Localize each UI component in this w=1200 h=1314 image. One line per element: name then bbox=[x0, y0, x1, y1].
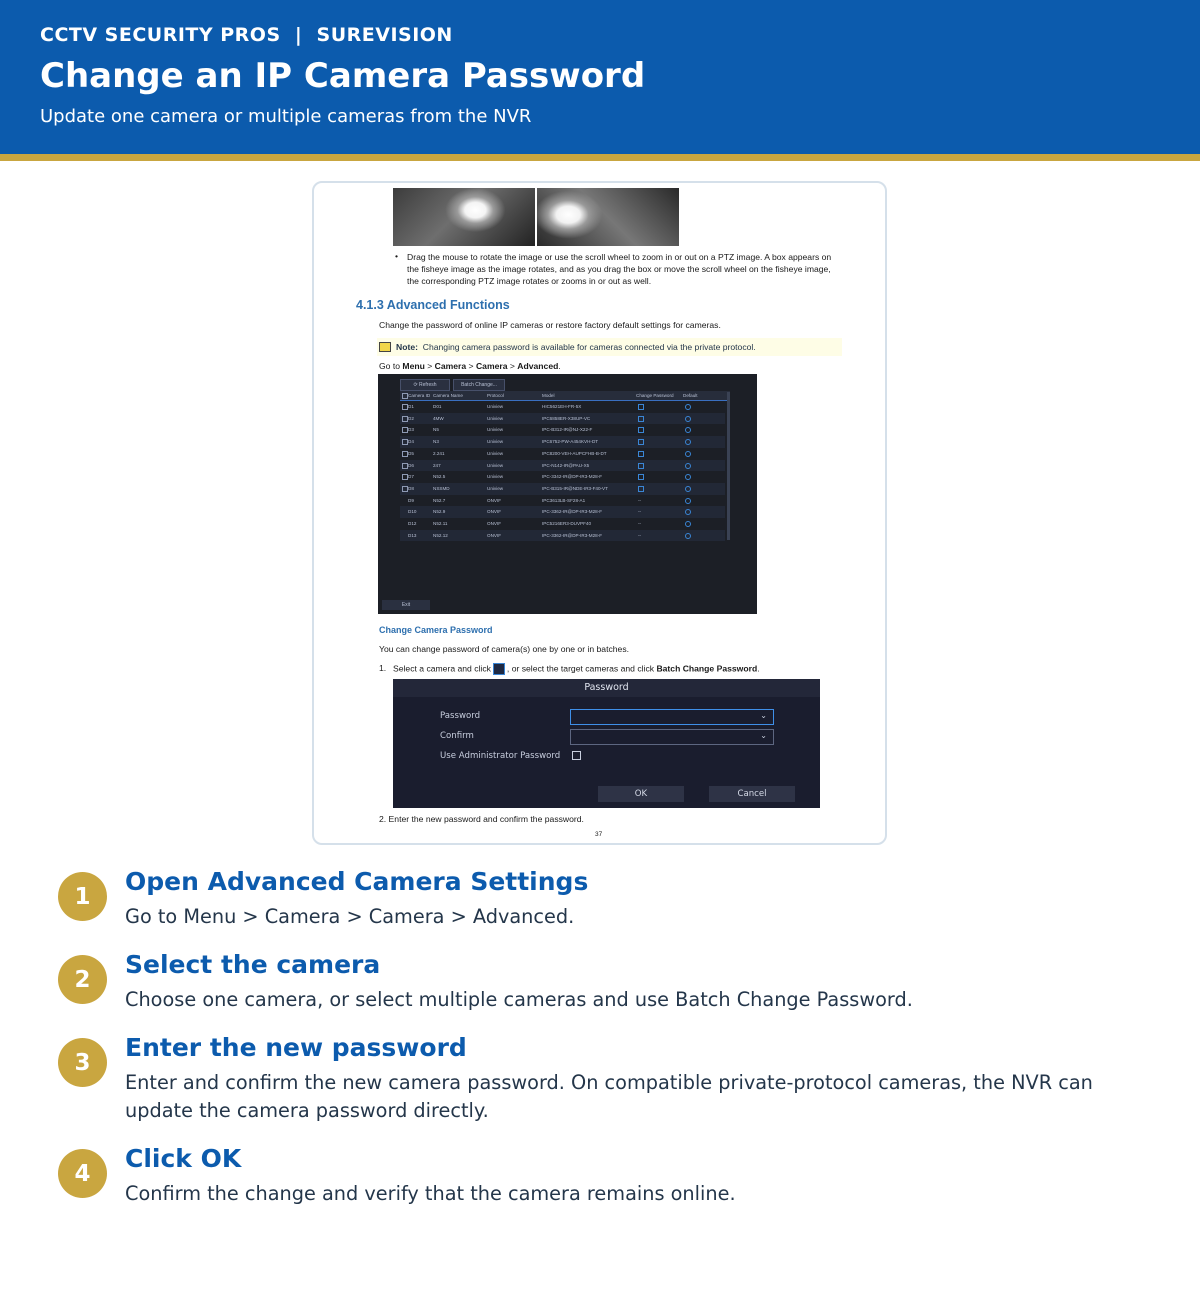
doc-step-1-text: Select a camera and click , or select the target cameras and click Batch Change Password. bbox=[393, 663, 760, 674]
edit-password-icon[interactable] bbox=[638, 416, 644, 422]
change-password-cell: -- bbox=[638, 521, 642, 526]
camera-id-cell: D4 bbox=[408, 439, 414, 445]
model-cell: IPC5216ER3-DUVPF40 bbox=[542, 521, 592, 526]
bullet-icon: • bbox=[395, 251, 399, 261]
step-3-number: 3 bbox=[58, 1038, 107, 1087]
step-3-title: Enter the new password bbox=[125, 1033, 467, 1062]
step-4-description: Confirm the change and verify that the camera remains online. bbox=[125, 1182, 736, 1205]
edit-password-icon bbox=[493, 663, 505, 675]
step-2-description: Choose one camera, or select multiple cameras and use Batch Change Password. bbox=[125, 988, 913, 1011]
protocol-cell: ONVIF bbox=[487, 509, 502, 515]
camera-name-cell: D01 bbox=[433, 404, 442, 409]
protocol-cell: Uniview bbox=[487, 485, 504, 491]
cancel-button[interactable]: Cancel bbox=[709, 786, 795, 802]
restore-default-icon[interactable] bbox=[685, 416, 691, 422]
header-accent-bar bbox=[0, 154, 1200, 161]
exit-button[interactable]: Exit bbox=[382, 600, 430, 610]
table-row[interactable] bbox=[400, 506, 725, 518]
restore-default-icon[interactable] bbox=[685, 463, 691, 469]
refresh-button[interactable]: ⟳ Refresh bbox=[400, 379, 450, 391]
step-1-description: Go to Menu > Camera > Camera > Advanced. bbox=[125, 905, 575, 928]
camera-id-cell: D13 bbox=[408, 532, 417, 538]
camera-id-cell: D5 bbox=[408, 450, 414, 456]
protocol-cell: Uniview bbox=[487, 427, 504, 433]
camera-id-cell: D3 bbox=[408, 427, 414, 433]
step-1-title: Open Advanced Camera Settings bbox=[125, 867, 589, 896]
change-password-cell: -- bbox=[638, 532, 642, 538]
edit-password-icon[interactable] bbox=[638, 404, 644, 410]
password-field[interactable] bbox=[570, 709, 774, 725]
step-2-title: Select the camera bbox=[125, 950, 381, 979]
protocol-cell: Uniview bbox=[487, 404, 504, 409]
password-label: Password bbox=[440, 711, 481, 721]
advanced-camera-table-screenshot bbox=[378, 374, 757, 614]
table-row[interactable] bbox=[400, 495, 725, 507]
chevron-down-icon: ⌄ bbox=[760, 711, 767, 720]
edit-password-icon[interactable] bbox=[638, 439, 644, 445]
ptz-view bbox=[537, 188, 679, 246]
note-box bbox=[377, 338, 842, 356]
password-dialog bbox=[393, 679, 820, 808]
camera-name-cell: 4MW bbox=[433, 415, 444, 421]
restore-default-icon[interactable] bbox=[685, 451, 691, 457]
restore-default-icon[interactable] bbox=[685, 474, 691, 480]
table-row[interactable] bbox=[400, 483, 725, 495]
camera-id-cell: D1 bbox=[408, 404, 414, 409]
table-row[interactable] bbox=[400, 448, 725, 460]
model-cell: IPC6858ER-X38UP-VC bbox=[542, 415, 591, 421]
confirm-field[interactable] bbox=[570, 729, 774, 745]
model-cell: IPC-N142-IR@PAU-X5 bbox=[542, 462, 590, 468]
table-row[interactable] bbox=[400, 436, 725, 448]
model-cell: IPC-B312-IR@NJ-X22-F bbox=[542, 427, 593, 433]
ok-button[interactable]: OK bbox=[598, 786, 684, 802]
menu-path: Go to Menu > Camera > Camera > Advanced. bbox=[379, 361, 561, 371]
restore-default-icon[interactable] bbox=[685, 427, 691, 433]
step-2-number: 2 bbox=[58, 955, 107, 1004]
bullet-text: Drag the mouse to rotate the image or use the scroll wheel to zoom in or out on a PTZ image. A box appears on the fisheye image as the image rotates, and as you drag the box or move the scroll wheel on the fisheye image, the corresponding PTZ image rotates or zooms in or out as well. bbox=[407, 252, 832, 287]
section-heading: 4.1.3 Advanced Functions bbox=[356, 298, 510, 312]
camera-name-cell: 247 bbox=[433, 462, 441, 468]
restore-default-icon[interactable] bbox=[685, 509, 691, 515]
section-intro: Change the password of online IP cameras or restore factory default settings for cameras. bbox=[379, 320, 721, 330]
camera-id-cell: D2 bbox=[408, 415, 414, 421]
page-subtitle: Update one camera or multiple cameras from the NVR bbox=[40, 106, 532, 127]
protocol-cell: ONVIF bbox=[487, 532, 502, 538]
model-cell: IPC-3362-IR@DP-IR3-M28-F bbox=[542, 509, 603, 515]
edit-password-icon[interactable] bbox=[638, 451, 644, 457]
batch-change-button[interactable]: Batch Change... bbox=[453, 379, 505, 391]
camera-id-cell: D7 bbox=[408, 474, 414, 480]
step-4-title: Click OK bbox=[125, 1144, 242, 1173]
page-title: Change an IP Camera Password bbox=[40, 56, 646, 96]
page-header bbox=[0, 0, 1200, 154]
camera-name-cell: NSSMD bbox=[433, 485, 450, 491]
restore-default-icon[interactable] bbox=[685, 486, 691, 492]
model-cell: IPC-3362-IR@DP-IR3-M28-F bbox=[542, 532, 603, 538]
model-cell: IPC6752-PW-A454KVH-DT bbox=[542, 439, 599, 445]
step-1-number: 1 bbox=[58, 872, 107, 921]
camera-name-cell: N52.9 bbox=[433, 509, 446, 515]
restore-default-icon[interactable] bbox=[685, 439, 691, 445]
camera-name-cell: N3 bbox=[433, 439, 439, 445]
model-cell: HIC5621EH-FR-5X bbox=[542, 404, 582, 409]
edit-password-icon[interactable] bbox=[638, 463, 644, 469]
camera-id-cell: D8 bbox=[408, 485, 414, 491]
chevron-down-icon: ⌄ bbox=[760, 731, 767, 740]
protocol-cell: Uniview bbox=[487, 462, 504, 468]
camera-name-cell: N5 bbox=[433, 427, 439, 433]
model-cell: IPC8200-VEH-AUPCFHB-B-DT bbox=[542, 450, 607, 456]
doc-step-1-number: 1. bbox=[379, 663, 387, 673]
restore-default-icon[interactable] bbox=[685, 498, 691, 504]
change-password-cell: -- bbox=[638, 509, 642, 515]
admin-password-checkbox[interactable] bbox=[572, 751, 581, 760]
camera-id-cell: D12 bbox=[408, 521, 417, 526]
page-number: 37 bbox=[595, 831, 603, 838]
note-label: Note: bbox=[396, 342, 418, 352]
table-row[interactable] bbox=[400, 471, 725, 483]
dialog-title: Password bbox=[393, 679, 820, 697]
model-cell: IPC-B315-IR@NDE-IR3-F40-VT bbox=[542, 485, 608, 491]
camera-name-cell: 2.241 bbox=[433, 450, 445, 456]
protocol-cell: Uniview bbox=[487, 474, 504, 480]
step-3-description: Enter and confirm the new camera password. On compatible private-protocol cameras, the NVR can update the camera password directly. bbox=[125, 1071, 1093, 1122]
table-header: Camera ID Camera Name Protocol Model Change Password Default bbox=[400, 391, 730, 401]
edit-password-icon[interactable] bbox=[638, 474, 644, 480]
table-row[interactable] bbox=[400, 413, 725, 425]
edit-password-icon[interactable] bbox=[638, 486, 644, 492]
table-row[interactable] bbox=[400, 518, 725, 530]
restore-default-icon[interactable] bbox=[685, 404, 691, 410]
camera-name-cell: N52.5 bbox=[433, 474, 446, 480]
camera-name-cell: N52.11 bbox=[433, 521, 448, 526]
model-cell: IPC-3342-IR@DP-IR3-M28-F bbox=[542, 474, 603, 480]
step-4-number: 4 bbox=[58, 1149, 107, 1198]
table-row[interactable] bbox=[400, 460, 725, 472]
camera-id-cell: D9 bbox=[408, 497, 414, 503]
protocol-cell: Uniview bbox=[487, 415, 504, 421]
change-password-intro: You can change password of camera(s) one by one or in batches. bbox=[379, 644, 630, 654]
fisheye-ptz-image bbox=[393, 188, 679, 246]
restore-default-icon[interactable] bbox=[685, 521, 691, 527]
restore-default-icon[interactable] bbox=[685, 533, 691, 539]
camera-name-cell: N52.7 bbox=[433, 497, 446, 503]
note-icon bbox=[379, 342, 391, 352]
fisheye-view bbox=[393, 188, 535, 246]
protocol-cell: ONVIF bbox=[487, 497, 502, 503]
protocol-cell: Uniview bbox=[487, 450, 504, 456]
edit-password-icon[interactable] bbox=[638, 427, 644, 433]
protocol-cell: ONVIF bbox=[487, 521, 502, 526]
model-cell: IPC3613LB-SF28-A1 bbox=[542, 497, 586, 503]
camera-id-cell: D10 bbox=[408, 509, 417, 515]
change-password-heading: Change Camera Password bbox=[379, 625, 493, 635]
camera-id-cell: D6 bbox=[408, 462, 414, 468]
doc-step-2-text: 2. Enter the new password and confirm the password. bbox=[379, 814, 584, 824]
table-scrollbar[interactable] bbox=[727, 392, 730, 540]
admin-password-label: Use Administrator Password bbox=[440, 751, 561, 761]
confirm-label: Confirm bbox=[440, 731, 474, 741]
table-row[interactable] bbox=[400, 530, 725, 542]
table-row[interactable] bbox=[400, 424, 725, 436]
note-text: Changing camera password is available for cameras connected via the private protocol. bbox=[422, 342, 756, 352]
table-row[interactable] bbox=[400, 401, 725, 413]
change-password-cell: -- bbox=[638, 497, 642, 503]
camera-name-cell: N52.12 bbox=[433, 532, 448, 538]
brand-line: CCTV SECURITY PROS | SUREVISION bbox=[40, 24, 453, 46]
camera-table bbox=[400, 391, 730, 541]
protocol-cell: Uniview bbox=[487, 439, 504, 445]
